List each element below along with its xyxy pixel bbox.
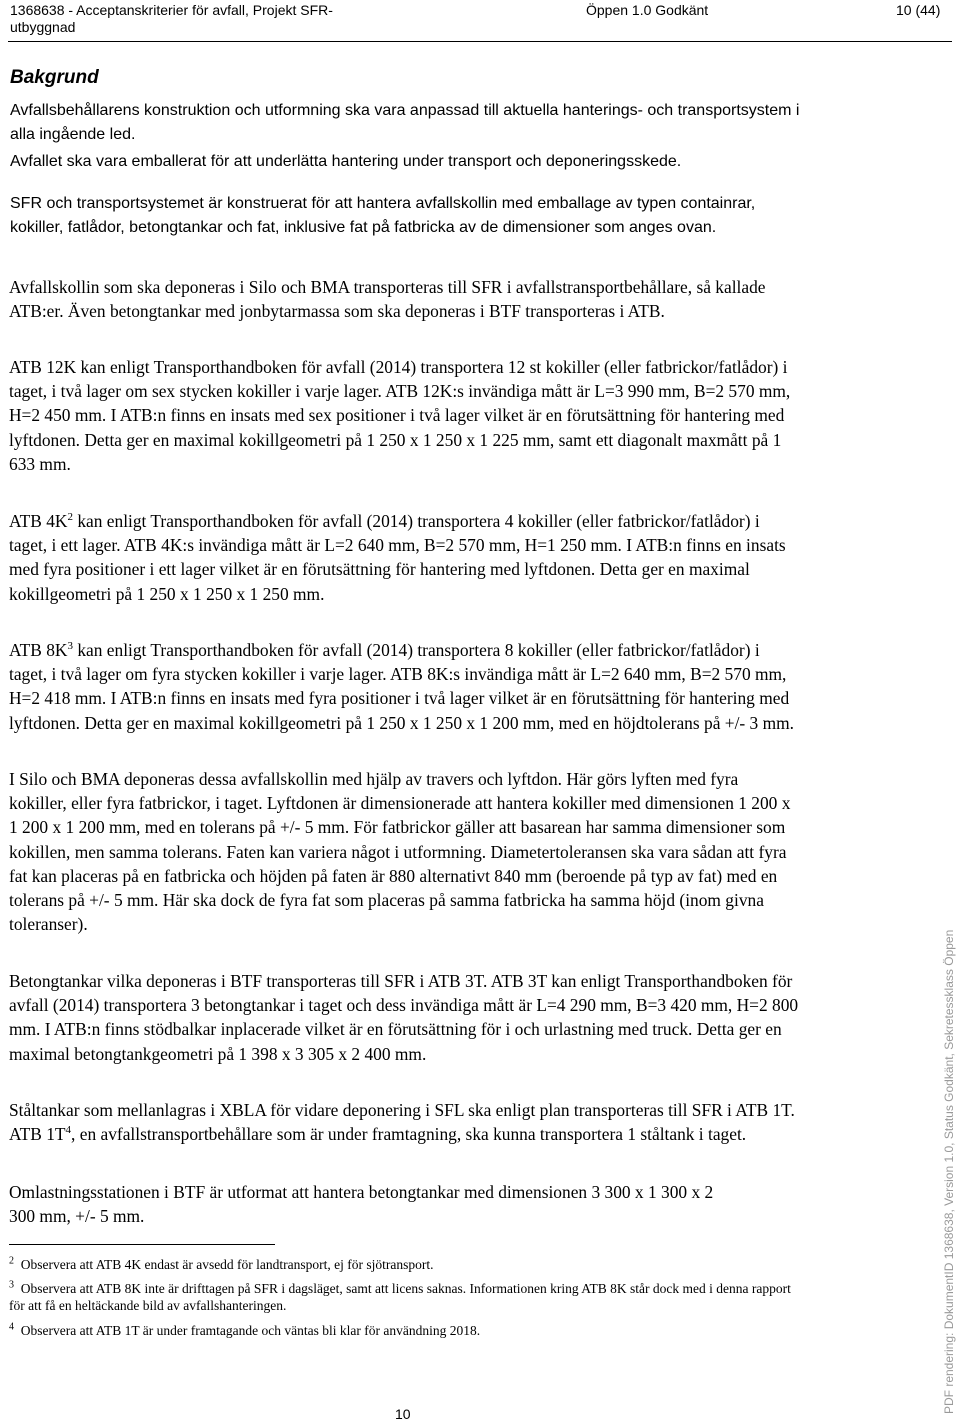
paragraph-btf: Betongtankar vilka deponeras i BTF transporteras till SFR i ATB 3T. ATB 3T kan enligt Transporthandboken för avfall (2014) transportera 3 betongtankar i taget och dess invändiga mått är L=4 290 mm, B=3 420 mm, H=2 800 mm. I ATB:n finns stödbalkar inplacerade vilket är en förutsättning för i och urlastning med truck. Detta ger en maximal betongtankgeometri på 1 398 x 3 305 x 2 400 mm. xyxy=(9,971,799,1064)
paragraph-silo-bma: I Silo och BMA deponeras dessa avfallskollin med hjälp av travers och lyftdon. Här görs lyften med fyra kokiller, eller fyra fatbrickor, i taget. Lyftdonen är dimensionerade att hantera kokiller med dimensionen 1 200 x 1 200 x 1 200 mm, med en tolerans på +/- 5 mm. För fatbrickor gäller att basarean har samma dimensioner som kokillen, men samma tolerans. Faten kan variera något i utformning. Diametertoleransen ska vara sådan att fyra fat kan placeras på en fatbricka och höjden på faten är 880 alternativt 840 mm (beroende på typ av fat) med en tolerans på +/- 5 mm. Här ska dock de fyra fat som placeras på samma fatbricka ha samma höjd (inom givna toleranser). xyxy=(9,769,791,935)
staltankar-text: , en avfallstransportbehållare som är under framtagning, ska kunna transportera 1 ståltank i taget. xyxy=(71,1124,747,1145)
atb-4k-lead: ATB 4K xyxy=(9,511,68,531)
footnote-number: 2 xyxy=(9,1255,14,1267)
footnote-ref-4: 4 xyxy=(65,1124,72,1137)
footnote-divider xyxy=(9,1244,275,1245)
paragraph-atb-12k: ATB 12K kan enligt Transporthandboken för avfall (2014) transportera 12 st kokiller (eller fatbrickor/fatlådor) i taget, i två lager om sex stycken kokiller i varje lager. ATB 12K:s invändiga mått är L=3 990 mm, B=2 570 mm, H=2 450 mm. I ATB:n finns en insats med sex positioner i två lager vilket är en förutsättning för hantering med lyftdonen. Detta ger en maximal kokillgeometri på 1 250 x 1 250 x 1 225 mm, samt ett diagonalt maxmått på 1 633 mm. xyxy=(9,357,791,474)
footnote-text: Observera att ATB 8K inte är drifttagen på SFR i dagsläget, samt att licens saknas. Informationen kring ATB 8K står dock med i denna rapport för att få en heltäckande bild av avfallshanteringen. xyxy=(9,1281,791,1313)
footnote-item xyxy=(9,1256,799,1273)
header-status: Öppen 1.0 Godkänt xyxy=(586,2,709,18)
footnote-ref-3: 3 xyxy=(67,640,73,653)
intro-paragraph-2: Avfallet ska vara emballerat för att underlätta hantering under transport och deponeringsskede. xyxy=(10,153,682,170)
atb-4k-text: kan enligt Transporthandboken för avfall (2014) transportera 4 kokiller (eller fatbrickor/fatlådor) i taget, i ett lager. ATB 4K:s invändiga mått är L=2 640 mm, B=2 570 mm, H=1 250 mm. I ATB:n finns en insats med fyra positioner i ett lager vilket är en förutsättning för hantering med lyftdonen. Detta ger en maximal kokillgeometri på 1 250 x 1 250 x 1 250 mm. xyxy=(9,511,786,604)
footnote-text: Observera att ATB 4K endast är avsedd för landtransport, ej för sjötransport. xyxy=(20,1257,434,1272)
paragraph-atb-8k xyxy=(9,638,799,735)
paragraph-omlastning: Omlastningsstationen i BTF är utformat att hantera betongtankar med dimensionen 3 300 x 1 300 x 2 300 mm, +/- 5 mm. xyxy=(9,1182,714,1227)
intro-paragraph-3: SFR och transportsystemet är konstruerat för att hantera avfallskollin med emballage av typen containrar, kokiller, fatlådor, betongtankar och fat, inklusive fat på fatbricka av de dimensioner som anges ovan. xyxy=(10,195,756,236)
paragraph-staltankar xyxy=(9,1098,799,1146)
atb-8k-text: kan enligt Transporthandboken för avfall (2014) transportera 8 kokiller (eller fatbrickor/fatlådor) i taget, i två lager om fyra stycken kokiller i varje lager. ATB 8K:s invändiga mått är L=2 640 mm, B=2 570 mm, H=2 418 mm. I ATB:n finns en insats med fyra positioner i två lager vilket är en förutsättning för hantering med lyftdonen. Detta ger en maximal kokillgeometri på 1 250 x 1 250 x 1 200 mm, med en höjdtolerans på +/- 3 mm. xyxy=(9,640,794,733)
footnote-item xyxy=(9,1280,799,1314)
header-divider xyxy=(8,41,952,42)
footnote-number: 3 xyxy=(9,1279,14,1291)
atb-8k-lead: ATB 8K xyxy=(9,640,68,660)
footnote-text: Observera att ATB 1T är under framtagande och väntas bli klar för användning 2018. xyxy=(20,1323,481,1338)
footnote-number: 4 xyxy=(9,1321,14,1333)
footnote-ref-2: 2 xyxy=(67,511,73,524)
paragraph-atb-intro: Avfallskollin som ska deponeras i Silo och BMA transporteras till SFR i avfallstransportbehållare, så kallade ATB:er. Även betongtankar med jonbytarmassa som ska deponeras i BTF transporteras i ATB. xyxy=(9,277,766,322)
staltankar-lead: Ståltankar som mellanlagras i XBLA för vidare deponering i SFL ska enligt plan transporteras till SFR i ATB 1T. ATB 1T xyxy=(9,1100,795,1145)
section-heading: Bakgrund xyxy=(10,67,99,88)
header-document-title: 1368638 - Acceptanskriterier för avfall, Projekt SFR-utbyggnad xyxy=(10,2,333,35)
intro-paragraph-1: Avfallsbehållarens konstruktion och utformning ska vara anpassad till aktuella hanterings- och transportsystem i alla ingående led. xyxy=(10,102,800,143)
paragraph-atb-4k xyxy=(9,509,799,606)
footnote-item xyxy=(9,1322,799,1339)
page-number: 10 xyxy=(395,1406,411,1422)
header-page-count: 10 (44) xyxy=(896,2,941,18)
pdf-rendering-note: PDF rendering: DokumentID 1368638, Version 1.0, Status Godkänt, Sekretessklass Öppen xyxy=(942,929,956,1414)
